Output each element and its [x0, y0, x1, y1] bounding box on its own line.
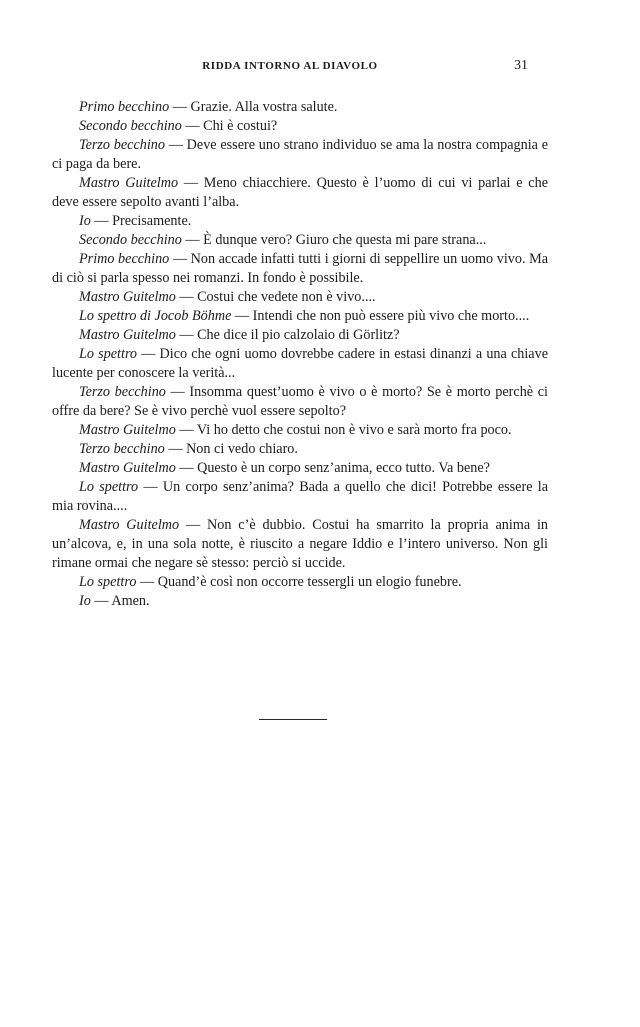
dialogue-line	[52, 326, 548, 345]
line-text: — Meno chiacchiere. Questo è l’uomo di cui vi parlai e che deve essere sepolto avanti l’alba.	[52, 175, 548, 210]
line-text: — Insomma quest’uomo è vivo o è morto? Se è morto perchè ci offre da bere? Se è vivo perchè vuol essere sepolto?	[52, 384, 548, 419]
line-text: — Chi è costui?	[181, 118, 278, 134]
speaker-name: Primo becchino	[79, 99, 170, 115]
dialogue-line	[52, 440, 548, 459]
speaker-name: Mastro Guitelmo	[79, 422, 176, 438]
speaker-name: Secondo becchino	[79, 118, 182, 134]
line-text: — Vi ho detto che costui non è vivo e sarà morto fra poco.	[175, 422, 512, 438]
line-text: — Quand’è così non occorre tessergli un elogio funebre.	[136, 574, 462, 590]
line-text: — Questo è un corpo senz’anima, ecco tutto. Va bene?	[175, 460, 490, 476]
dialogue-line	[52, 98, 548, 117]
speaker-name: Lo spettro di Jocob Böhme	[79, 308, 232, 324]
speaker-name: Mastro Guitelmo	[79, 327, 176, 343]
dialogue-line	[52, 174, 548, 212]
dialogue-line	[52, 307, 548, 326]
line-text: — Amen.	[90, 593, 150, 609]
speaker-name: Lo spettro	[79, 479, 139, 495]
section-end-rule	[259, 719, 327, 720]
speaker-name: Lo spettro	[79, 574, 137, 590]
dialogue-line	[52, 136, 548, 174]
dialogue-line	[52, 117, 548, 136]
speaker-name: Terzo becchino	[79, 441, 165, 457]
dialogue-line	[52, 573, 548, 592]
line-text: — Non ci vedo chiaro.	[164, 441, 298, 457]
page-number: 31	[514, 58, 528, 73]
speaker-name: Lo spettro	[79, 346, 138, 362]
dialogue-line	[52, 383, 548, 421]
speaker-name: Terzo becchino	[79, 137, 165, 153]
dialogue-line	[52, 516, 548, 573]
dialogue-line	[52, 250, 548, 288]
line-text: — Intendi che non può essere più vivo che morto....	[231, 308, 530, 324]
dialogue-line	[52, 592, 548, 611]
dialogue-line	[52, 478, 548, 516]
speaker-name: Mastro Guitelmo	[79, 517, 180, 533]
dialogue-line	[52, 459, 548, 478]
line-text: — Non c’è dubbio. Costui ha smarrito la propria anima in un’alcova, e, in una sola notte, è riuscito a negare Iddio e l’intero universo. Non gli rimane ormai che negare sè stesso: perciò si uccide.	[52, 517, 548, 571]
speaker-name: Mastro Guitelmo	[79, 289, 176, 305]
dialogue-line	[52, 231, 548, 250]
line-text: — Un corpo senz’anima? Bada a quello che dici! Potrebbe essere la mia rovina....	[52, 479, 548, 514]
running-head	[52, 60, 528, 78]
speaker-name: Mastro Guitelmo	[79, 460, 176, 476]
line-text: — Grazie. Alla vostra salute.	[169, 99, 338, 115]
dialogue-line	[52, 288, 548, 307]
line-text: — È dunque vero? Giuro che questa mi pare strana...	[181, 232, 487, 248]
running-title: RIDDA INTORNO AL DIAVOLO	[202, 60, 378, 72]
dialogue-line	[52, 345, 548, 383]
line-text: — Dico che ogni uomo dovrebbe cadere in estasi dinanzi a una chiave lucente per conoscere la verità...	[52, 346, 548, 381]
speaker-name: Secondo becchino	[79, 232, 182, 248]
line-text: — Precisamente.	[90, 213, 192, 229]
dialogue-line	[52, 421, 548, 440]
dialogue-body	[52, 98, 548, 611]
speaker-name: Io	[79, 593, 91, 609]
line-text: — Costui che vedete non è vivo....	[175, 289, 376, 305]
speaker-name: Terzo becchino	[79, 384, 166, 400]
line-text: — Che dice il pio calzolaio di Görlitz?	[175, 327, 400, 343]
line-text: — Non accade infatti tutti i giorni di seppellire un uomo vivo. Ma di ciò si parla spesso nei romanzi. In fondo è possibile.	[52, 251, 548, 286]
dialogue-line	[52, 212, 548, 231]
speaker-name: Io	[79, 213, 91, 229]
line-text: — Deve essere uno strano individuo se ama la nostra compagnia e ci paga da bere.	[52, 137, 548, 172]
speaker-name: Primo becchino	[79, 251, 170, 267]
speaker-name: Mastro Guitelmo	[79, 175, 179, 191]
